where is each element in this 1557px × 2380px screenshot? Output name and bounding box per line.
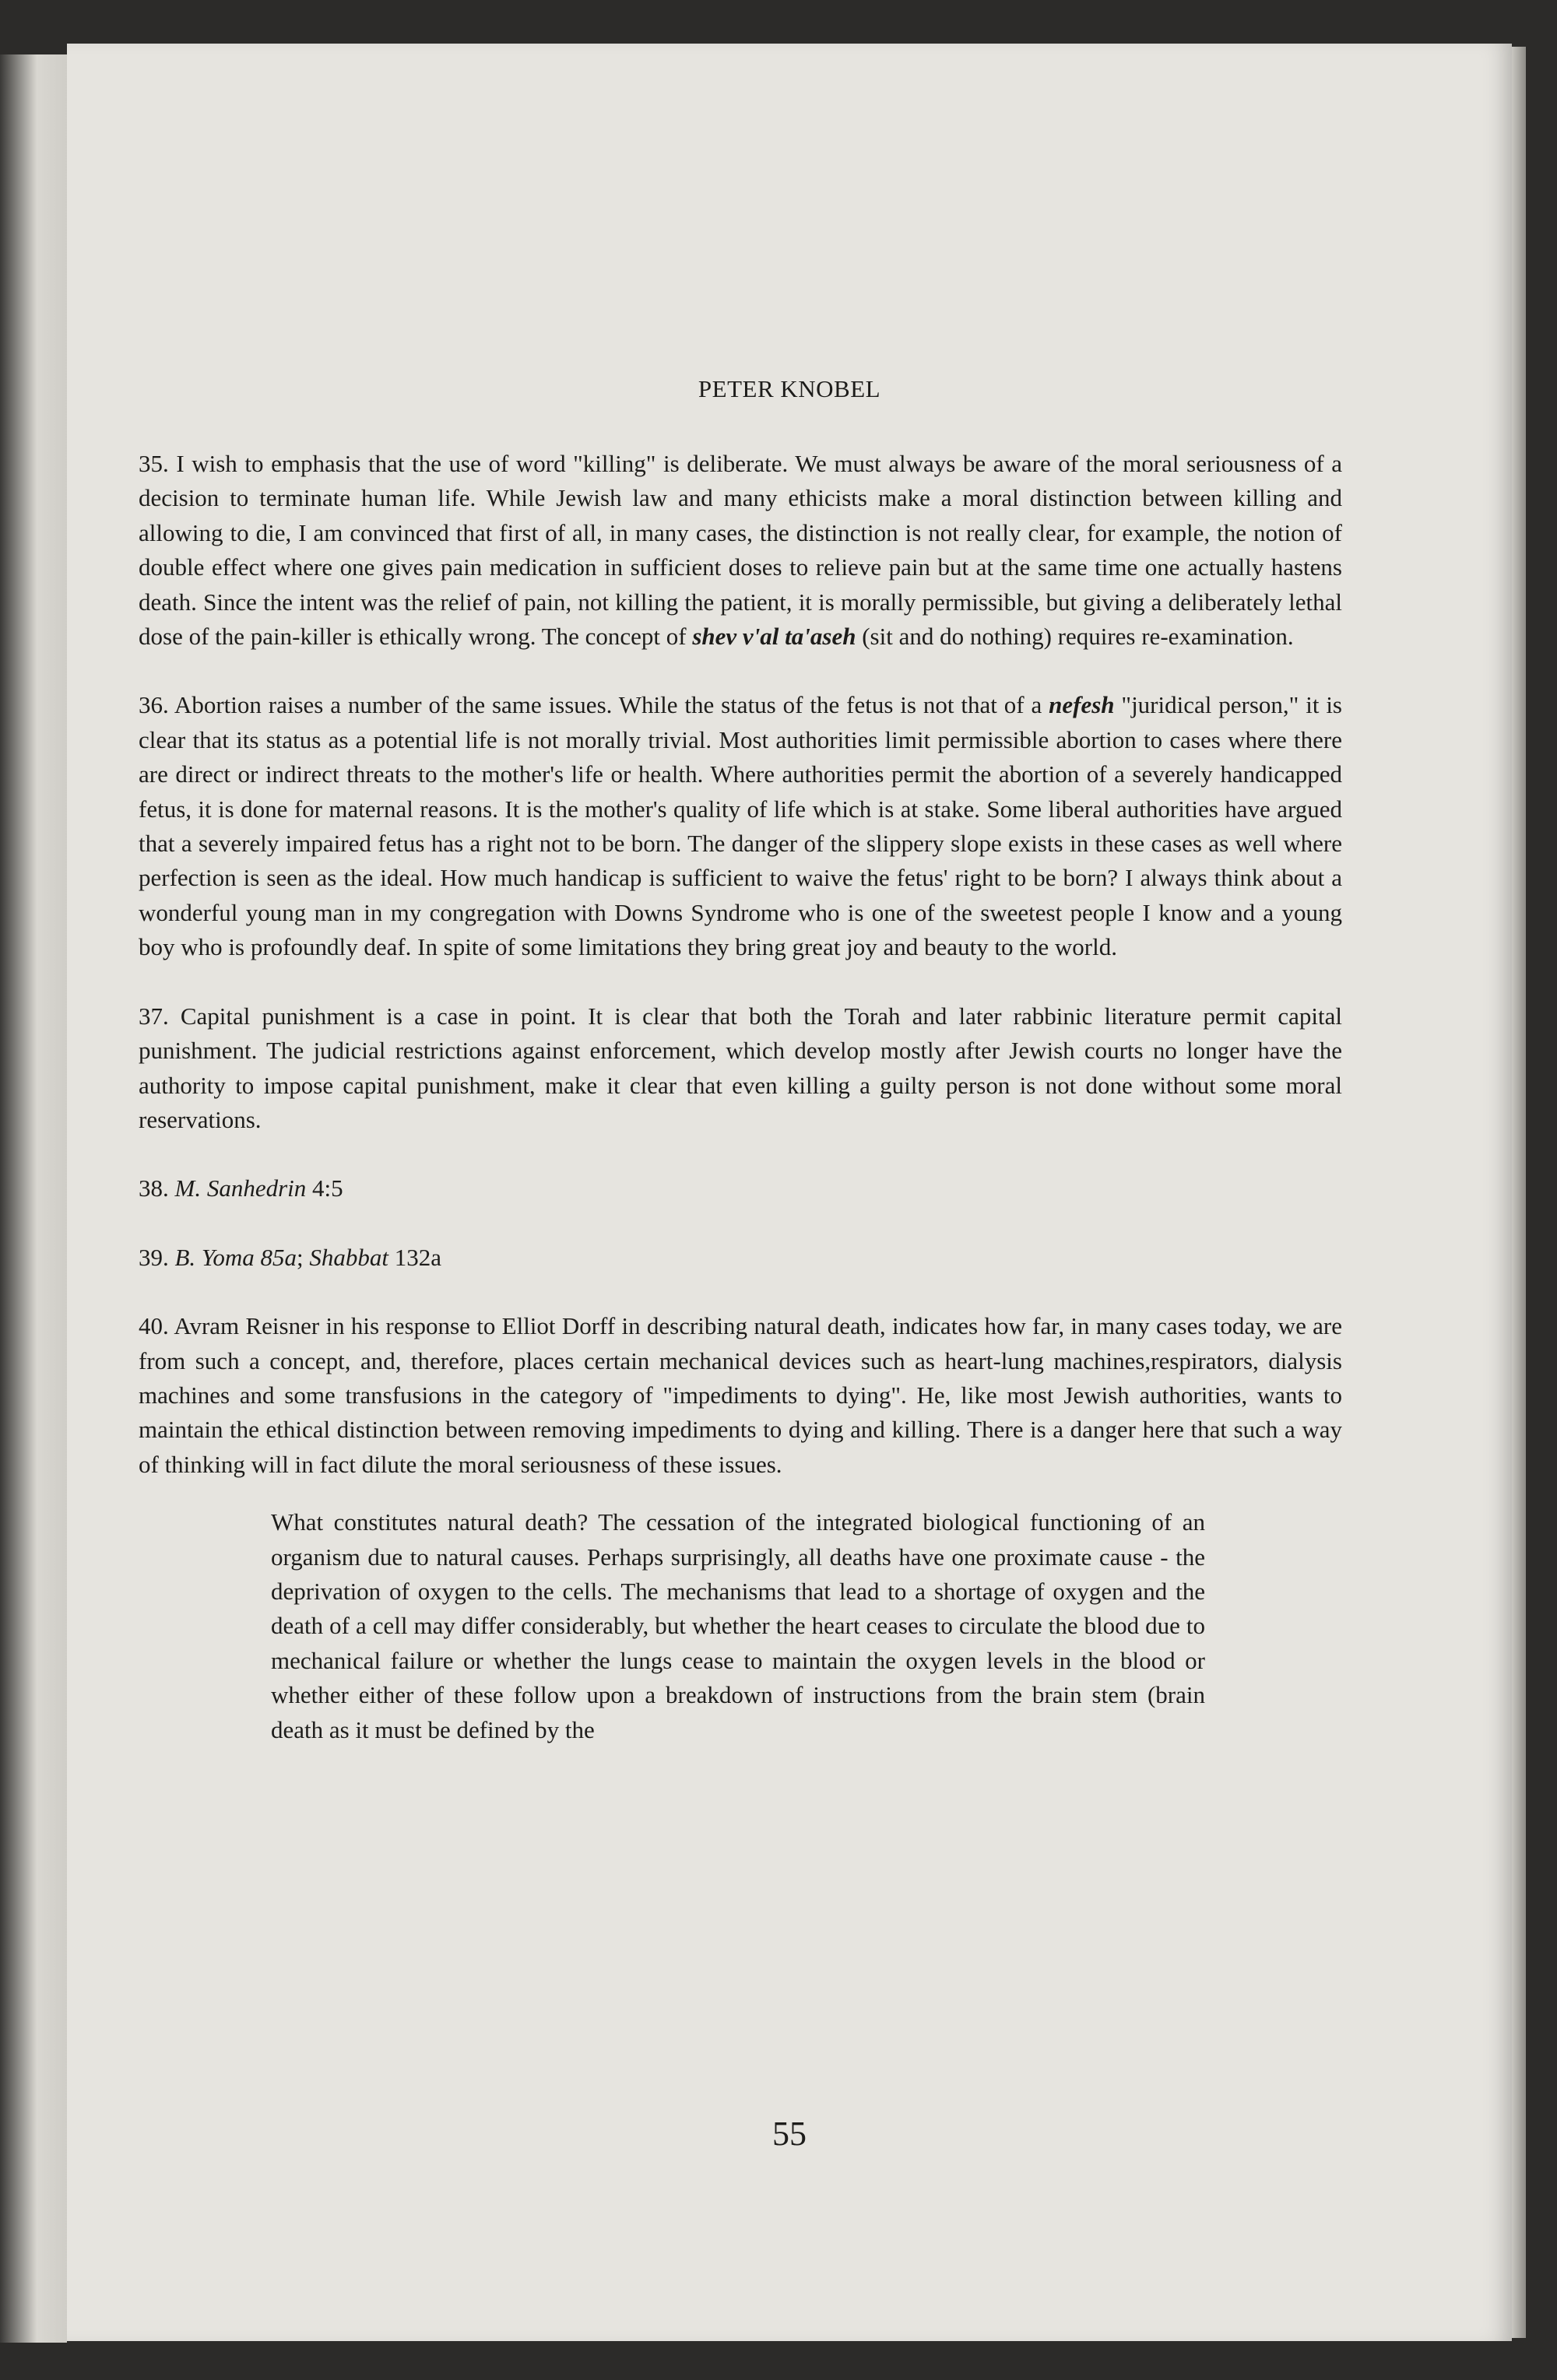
page-edge (1512, 47, 1526, 2338)
page-number: 55 (772, 2115, 807, 2153)
footnote-37: 37. Capital punishment is a case in point. It is clear that both the Torah and later rabbinic literature permit capital punishment. The judicial restrictions against enforcement, which develop mostly after Jewish courts no longer have the authority to impose capital punishment, make it clear that even killing a guilty person is not done without some moral reservations. (139, 1002, 1342, 1133)
footnote-39-rest: 132a (388, 1243, 441, 1271)
footnote-36-term: nefesh (1049, 691, 1115, 719)
footnote-38 (139, 1171, 1342, 1206)
footnote-35 (139, 447, 1342, 654)
footnote-39-title-2: Shabbat (309, 1243, 388, 1271)
footnote-38-title: M. Sanhedrin (174, 1174, 307, 1202)
block-quote: What constitutes natural death? The cessation of the integrated biological functioning of an organism due to natural causes. Perhaps surprisingly, all deaths have one proximate cause - the deprivation of oxygen to the cells. The mechanisms that lead to a shortage of oxygen and the death of a cell may differ considerably, but whether the heart ceases to circulate the blood due to mechanical failure or whether the lungs cease to maintain the oxygen levels in the blood or whether either of these follow upon a breakdown of instructions from the brain stem (brain death as it must be defined by the (271, 1508, 1205, 1743)
footnote-40: 40. Avram Reisner in his response to Elliot Dorff in describing natural death, indicates how far, in many cases today, we are from such a concept, and, therefore, places certain mechanical devices such as heart-lung machines,respirators, dialysis machines and some transfusions in the category of "impediments to dying". He, like most Jewish authorities, wants to maintain the ethical distinction between removing impediments to dying and killing. There is a danger here that such a way of thinking will in fact dilute the moral seriousness of these issues. (139, 1312, 1342, 1478)
footnote-38-rest: 4:5 (306, 1174, 343, 1202)
footnote-36 (139, 688, 1342, 964)
running-head: PETER KNOBEL (698, 375, 881, 402)
footnote-38-number: 38. (139, 1174, 175, 1202)
footnote-39-separator: ; (296, 1243, 310, 1271)
footnote-36-text-a: 36. Abortion raises a number of the same issues. While the status of the fetus is not that of a (139, 691, 1049, 719)
footnote-35-text-b: (sit and do nothing) requires re-examination. (856, 623, 1294, 651)
footnote-39-number: 39. (139, 1243, 175, 1271)
footnote-35-text-a: 35. I wish to emphasis that the use of word "killing" is deliberate. We must always be aware of the moral seriousness of a decision to terminate human life. While Jewish law and many ethicists make a moral distinction between killing and allowing to die, I am convinced that first of all, in many cases, the distinction is not really clear, for example, the notion of double effect where one gives pain medication in sufficient doses to relieve pain but at the same time one actually hastens death. Since the intent was the relief of pain, not killing the patient, it is morally permissible, but giving a deliberately lethal dose of the pain-killer is ethically wrong. The concept of (139, 450, 1342, 651)
footnotes-body (139, 447, 1342, 1747)
footnote-35-term: shev v'al ta'aseh (692, 623, 856, 651)
footnote-39-title-1: B. Yoma 85a (174, 1243, 297, 1271)
book-page (67, 44, 1512, 2341)
footnote-36-text-b: "juridical person," it is clear that its status as a potential life is not morally trivial. Most authorities limit permissible abortion to cases where there are direct or indirect threats to the mother's life or health. Where authorities permit the abortion of a severely handicapped fetus, it is done for maternal reasons. It is the mother's quality of life which is at stake. Some liberal authorities have argued that a severely impaired fetus has a right not to be born. The danger of the slippery slope exists in these cases as well where perfection is seen as the ideal. How much handicap is sufficient to waive the fetus' right to be born? I always think about a wonderful young man in my congregation with Downs Syndrome who is one of the sweetest people I know and a young boy who is profoundly deaf. In spite of some limitations they bring great joy and beauty to the world. (139, 691, 1342, 961)
book-spine (0, 54, 67, 2343)
footnote-39 (139, 1241, 1342, 1275)
